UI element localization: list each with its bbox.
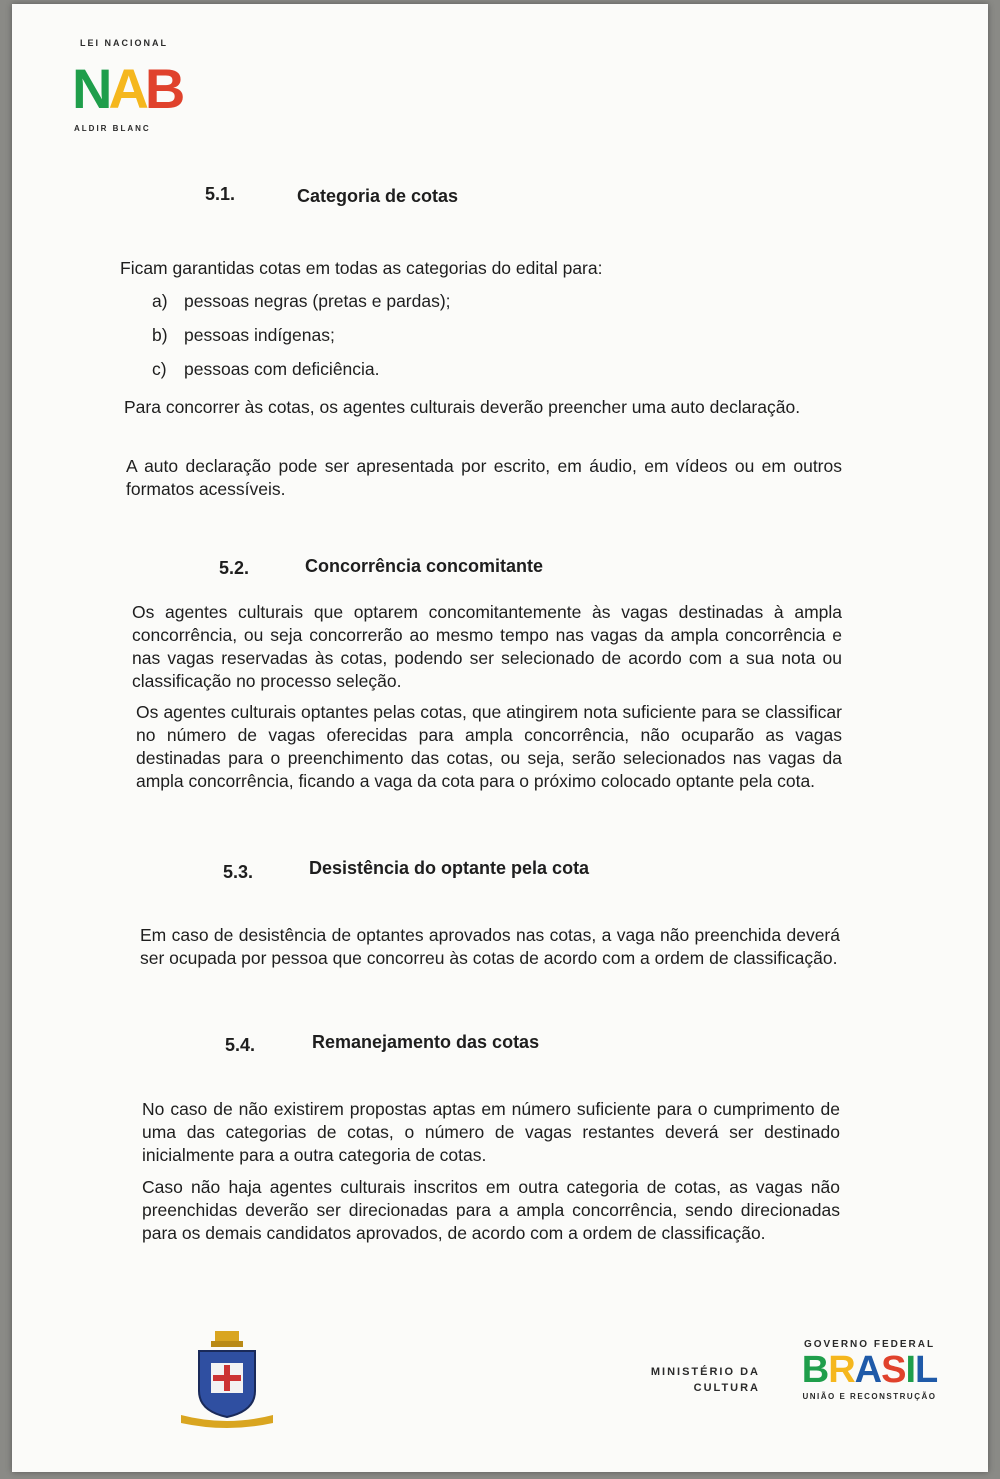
pnab-logo [52, 32, 202, 142]
logo-letter-a: A [108, 57, 145, 120]
section-title: Remanejamento das cotas [312, 1032, 540, 1052]
gov-bottom-text: UNIÃO E RECONSTRUÇÃO [802, 1392, 937, 1401]
document-page [12, 4, 988, 1472]
logo-letter-b: B [144, 57, 182, 120]
paragraph: Caso não haja agentes culturais inscritos em outra categoria de cotas, as vagas não preenchidas deverão ser direcionadas para a ampla concorrência, sendo direcionadas para os demais candidatos aprovados, de acordo com a ordem de classificação. [142, 1177, 840, 1243]
brand-letter: B [801, 1349, 829, 1391]
brand-letter: I [905, 1349, 916, 1391]
gov-top-text: GOVERNO FEDERAL [803, 1339, 936, 1350]
section-number: 5.2. [219, 558, 250, 578]
paragraph: Em caso de desistência de optantes aprovados nas cotas, a vaga não preenchida deverá ser ocupada por pessoa que concorreu às cotas de acordo com a ordem de classificação. [140, 925, 840, 968]
ministry-logo [648, 1364, 760, 1396]
section-title: Desistência do optante pela cota [309, 858, 590, 878]
government-logo [787, 1339, 952, 1419]
list-text: pessoas com deficiência. [184, 359, 380, 379]
section-intro: Ficam garantidas cotas em todas as categorias do edital para: [120, 258, 603, 278]
paragraph: No caso de não existirem propostas aptas em número suficiente para o cumprimento de uma das categorias de cotas, o número de vagas restantes deverá ser destinado inicialmente para a outra categoria de cotas. [142, 1099, 840, 1165]
list-item [152, 352, 451, 386]
list-text: pessoas negras (pretas e pardas); [184, 291, 451, 311]
quota-list [152, 284, 451, 386]
brand-letter: L [915, 1349, 938, 1391]
paragraph: Para concorrer às cotas, os agentes culturais deverão preencher uma auto declaração. [124, 397, 801, 417]
section-number: 5.4. [225, 1035, 256, 1055]
municipal-crest-icon [177, 1329, 277, 1429]
ministry-line2: CULTURA [693, 1382, 760, 1394]
list-marker: c) [152, 359, 167, 379]
brand-letter: S [881, 1349, 906, 1391]
gov-brand [787, 1350, 952, 1390]
section-title: Categoria de cotas [297, 186, 459, 206]
list-marker: b) [152, 325, 168, 345]
list-item [152, 318, 451, 352]
ministry-line1: MINISTÉRIO DA [650, 1366, 760, 1378]
section-number: 5.1. [205, 184, 236, 204]
list-text: pessoas indígenas; [184, 325, 335, 345]
section-title: Concorrência concomitante [305, 556, 544, 576]
logo-bottom-text: ALDIR BLANC [74, 124, 151, 133]
paragraph: Os agentes culturais optantes pelas cotas, que atingirem nota suficiente para se classificar no número de vagas oferecidas para ampla concorrência, não ocuparão as vagas destinadas para o preenchimento das cotas, ou seja, serão selecionados nas vagas da ampla concorrência, ficando a vaga da cota para o próximo colocado optante pela cota. [136, 702, 842, 791]
brand-letter: R [828, 1349, 855, 1391]
logo-word [72, 56, 181, 121]
paragraph: Os agentes culturais que optarem concomitantemente às vagas destinadas à ampla concorrência, ou seja concorrerão ao mesmo tempo nas vagas da ampla concorrência e nas vagas reservadas às cotas, podendo ser selecionado de acordo com a sua nota ou classificação no processo seleção. [132, 602, 842, 691]
logo-letter-n: N [72, 57, 109, 120]
list-item [152, 284, 451, 318]
logo-top-text: LEI NACIONAL [80, 38, 168, 48]
list-marker: a) [152, 291, 168, 311]
section-number: 5.3. [223, 862, 254, 882]
paragraph: A auto declaração pode ser apresentada por escrito, em áudio, em vídeos ou em outros formatos acessíveis. [126, 456, 842, 499]
brand-letter: A [854, 1349, 882, 1391]
